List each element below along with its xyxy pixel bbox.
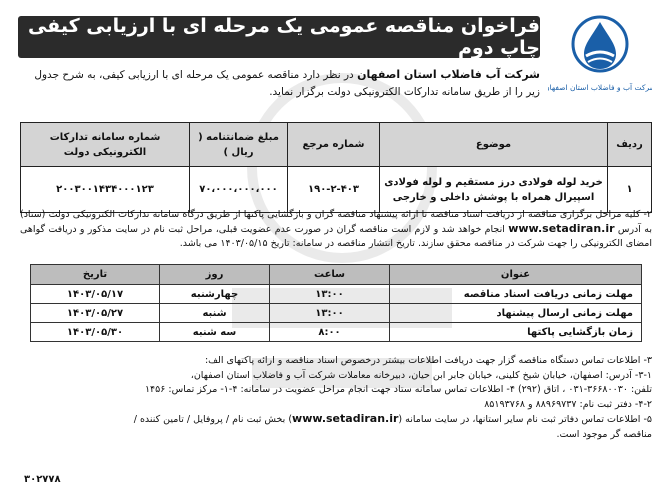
intro-text: در نظر دارد مناقصه عمومی یک مرحله ای با ارزیابی کیفی، به شرح جدول زیر را از طریق سامانه تدارکات الکترونیکی دولت برگزار نماید. [34, 69, 540, 98]
table-row [21, 167, 652, 213]
ad-code: ۳۰۲۷۷۸ [24, 474, 61, 485]
schedule-time: ۸:۰۰ [270, 323, 390, 342]
company-logo [548, 10, 652, 102]
schedule-header-title: عنوان [390, 265, 642, 285]
table-row [31, 285, 642, 304]
schedule-day: سه شنبه [160, 323, 270, 342]
setad-website-link[interactable]: www.setadiran.ir [508, 222, 615, 235]
tender-table-header [21, 123, 652, 167]
table-row [31, 304, 642, 323]
schedule-header [31, 265, 642, 285]
header-reference-number: شماره مرجع [288, 123, 380, 167]
schedule-title: زمان بازگشایی پاکتها [390, 323, 642, 342]
schedule-time: ۱۳:۰۰ [270, 285, 390, 304]
schedule-table [30, 264, 642, 342]
note-procedure-text-1: ۲- کلیه مراحل برگزاری مناقصه از دریافت اسناد مناقصه تا ارائه پیشنهاد مناقصه گران و بازگشایی پاکتها از طریق درگاه سامانه تدارکات الکترونیکی دولت (ستاد) به آدرس [20, 209, 652, 235]
contact-line: ۳- اطلاعات تماس دستگاه مناقصه گزار جهت دریافت اطلاعات بیشتر درخصوص اسناد مناقصه و ارائه پاکتهای الف: [204, 355, 652, 366]
note-procedure [20, 208, 652, 251]
contact-address: ۳-۱- آدرس: اصفهان، خیابان شیخ کلینی، خیابان جابر ابن حیان، دبیرخانه معاملات شرکت آب و فاضلاب استان اصفهان، [190, 369, 652, 381]
contact-provinces-text-2: ) بخش ثبت نام / پروفایل / تامین کننده / [133, 414, 293, 426]
logo-caption: شرکت آب و فاضلاب استان اصفهان [548, 83, 652, 92]
contact-info [20, 354, 652, 443]
schedule-day: چهارشنبه [160, 285, 270, 304]
schedule-title: مهلت زمانی ارسال پیشنهاد [390, 304, 642, 323]
contact-provinces [20, 412, 652, 428]
note-procedure-text-2: انجام خواهد شد و لازم است مناقصه گران در صورت عدم عضویت قبلی، مراحل ثبت نام در سایت مذکور و دریافت گواهی امضای الکترونیکی را جهت شرکت در مناقصه محقق سازند. تاریخ انتشار مناقصه در سامانه: تاریخ ۱۴۰۳/۰۵/۱۵ می باشد. [20, 224, 652, 249]
tender-notice [12, 8, 660, 488]
schedule-header-date: تاریخ [31, 265, 160, 285]
contact-registration-office: ۴-۲- دفتر ثبت نام: ۸۸۹۶۹۷۳۷ و ۸۵۱۹۳۷۶۸ [484, 398, 652, 410]
water-drop-logo-icon [548, 10, 652, 102]
header-setad-number: شماره سامانه تدارکات الکترونیکی دولت [21, 123, 190, 167]
schedule-date: ۱۴۰۳/۰۵/۱۷ [31, 285, 160, 304]
table-row [31, 323, 642, 342]
contact-provinces-text-1: ۵- اطلاعات تماس دفاتر ثبت نام سایر استانها، در سایت سامانه ( [398, 414, 652, 426]
schedule-time: ۱۳:۰۰ [270, 304, 390, 323]
setad-number: ۲۰۰۳۰۰۱۴۳۴۰۰۰۱۲۳ [21, 167, 190, 213]
reference-number: ۱۹۰-۲-۴۰۳ [288, 167, 380, 213]
header-row-number: ردیف [608, 123, 652, 167]
schedule-date: ۱۴۰۳/۰۵/۳۰ [31, 323, 160, 342]
intro-paragraph [24, 66, 540, 101]
notice-title: فراخوان مناقصه عمومی یک مرحله ای با ارزیابی کیفی چاپ دوم [18, 16, 540, 58]
schedule-date: ۱۴۰۳/۰۵/۲۷ [31, 304, 160, 323]
schedule-title: مهلت زمانی دریافت اسناد مناقصه [390, 285, 642, 304]
header-guarantee-amount: مبلغ ضمانتنامه ( ریال ) [190, 123, 288, 167]
row-number: ۱ [608, 167, 652, 213]
contact-closing: مناقصه گر موجود است. [556, 428, 652, 440]
tender-subject: خرید لوله فولادی درز مستقیم و لوله فولادی اسپیرال همراه با پوشش داخلی و خارجی [380, 167, 608, 213]
schedule-header-day: روز [160, 265, 270, 285]
schedule-day: شنبه [160, 304, 270, 323]
tender-table [20, 122, 652, 213]
setad-website-link-2[interactable]: www.setadiran.ir [292, 412, 399, 426]
contact-phone: تلفن: ۳۶۶۸۰۰۳۰-۰۳۱ ، اتاق (۲۹۲) ۴- اطلاعات تماس سامانه ستاد جهت انجام مراحل عضویت در سامانه: ۴-۱- مرکز تماس: ۱۴۵۶ [144, 384, 652, 396]
schedule-header-time: ساعت [270, 265, 390, 285]
header-subject: موضوع [380, 123, 608, 167]
guarantee-amount: ۷۰،۰۰۰،۰۰۰،۰۰۰ [190, 167, 288, 213]
company-name: شرکت آب فاضلاب استان اصفهان [357, 68, 540, 81]
